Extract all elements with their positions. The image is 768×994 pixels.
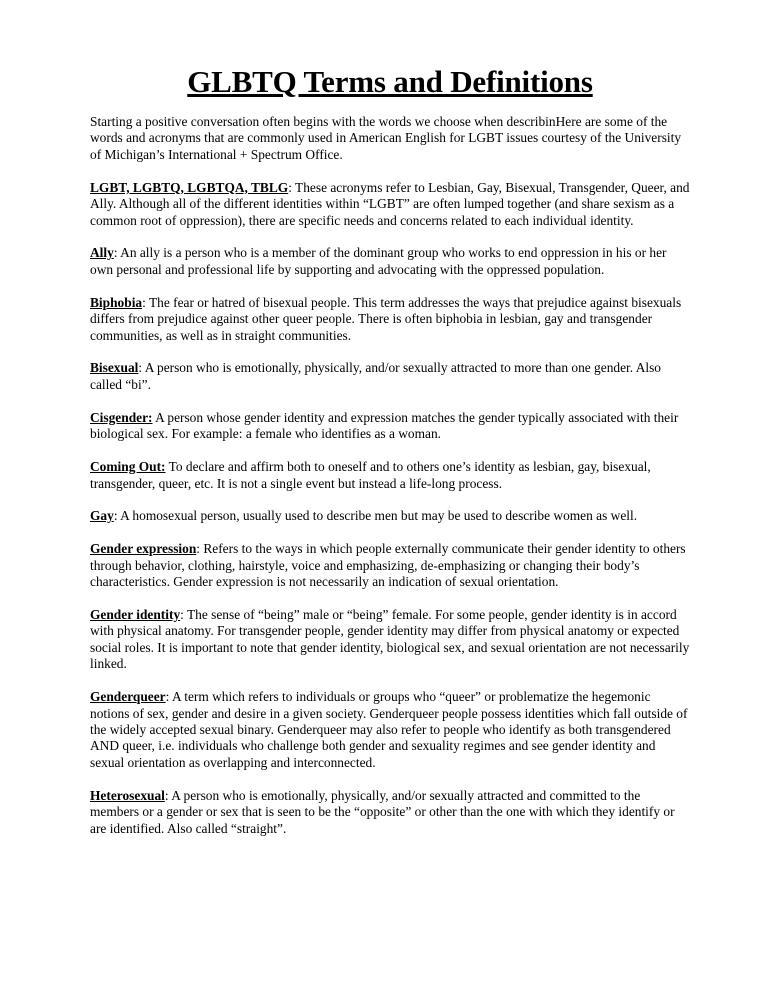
term-label: LGBT, LGBTQ, LGBTQA, TBLG	[90, 179, 289, 195]
term-label: Heterosexual	[90, 787, 165, 803]
definition-entry	[90, 541, 690, 590]
term-separator: :	[165, 689, 170, 705]
definition-entry	[90, 295, 690, 344]
definition-entry	[90, 180, 690, 229]
page-title: GLBTQ Terms and Definitions	[187, 64, 593, 99]
term-separator: :	[164, 787, 169, 803]
term-label: Genderqueer	[90, 689, 166, 705]
document-page	[90, 0, 690, 837]
term-separator: :	[142, 294, 146, 310]
term-label: Bisexual	[90, 360, 139, 376]
term-label: Gender expression	[90, 541, 197, 557]
term-definition: A person whose gender identity and expression matches the gender typically associated with their biological sex. For example: a female who identifies as a woman.	[90, 409, 679, 442]
term-definition: Refers to the ways in which people externally communicate their gender identity to others through behavior, clothing, hairstyle, voice and emphasizing, de-emphasizing or changing their body’s characteristics. Gender expression is not necessarily an indication of sexual orientation.	[90, 541, 686, 590]
term-label: Biphobia	[90, 294, 143, 310]
term-label: Coming Out:	[90, 459, 166, 475]
term-definition: The fear or hatred of bisexual people. This term addresses the ways that prejudice against bisexuals differs from prejudice against other queer people. There is often biphobia in lesbian, gay and transgender communities, as well as in straight communities.	[90, 294, 682, 343]
term-separator: :	[196, 541, 200, 557]
term-definition: A person who is emotionally, physically, and/or sexually attracted to more than one gender. Also called “bi”.	[90, 360, 662, 392]
term-label: Gender identity	[90, 607, 181, 623]
term-definition: These acronyms refer to Lesbian, Gay, Bisexual, Transgender, Queer, and Ally. Although all of the different identities within “LGBT” are often lumped together (and share sexism as a common root of oppression), there are specific needs and concerns related to each individual identity.	[90, 179, 690, 228]
term-separator: :	[288, 179, 292, 195]
definition-entry	[90, 788, 690, 837]
term-separator: :	[113, 245, 118, 261]
term-separator: :	[180, 607, 184, 623]
definition-entry	[90, 607, 690, 673]
intro-paragraph: Starting a positive conversation often begins with the words we choose when describinHere are some of the words and acronyms that are commonly used in American English for LGBT issues courtesy of the University of Michigan’s International + Spectrum Office.	[90, 114, 682, 162]
term-label: Cisgender:	[90, 409, 153, 425]
definition-entry	[90, 410, 690, 443]
definition-entry	[90, 245, 690, 278]
term-definition: A term which refers to individuals or groups who “queer” or problematize the hegemonic notions of sex, gender and desire in a given society. Genderqueer people possess identities which fall outside of the widely accepted sexual binary. Genderqueer may also refer to people who identify as both transgendered AND queer, i.e. individuals who challenge both gender and sexuality regimes and see gender identity and sexual orientation as overlapping and interconnected.	[90, 689, 688, 770]
definition-entry	[90, 459, 690, 492]
term-label: Gay	[90, 508, 114, 524]
term-definition: The sense of “being” male or “being” female. For some people, gender identity is in accord with physical anatomy. For transgender people, gender identity may differ from physical anatomy or expected social roles. It is important to note that gender identity, biological sex, and sexual orientation are not necessarily linked.	[90, 607, 690, 672]
definition-entry	[90, 508, 690, 524]
term-definition: To declare and affirm both to oneself and to others one’s identity as lesbian, gay, bisexual, transgender, queer, etc. It is not a single event but instead a life-long process.	[90, 459, 651, 491]
term-definition: An ally is a person who is a member of the dominant group who works to end oppression in his or her own personal and professional life by supporting and advocating with the oppressed population.	[90, 245, 667, 277]
term-definition: A person who is emotionally, physically, and/or sexually attracted and committed to the members or a gender or sex that is seen to be the “opposite” or other than the one with which they identify or are identified. Also called “straight”.	[90, 787, 675, 836]
definition-entry	[90, 360, 690, 393]
term-definition: A homosexual person, usually used to describe men but may be used to describe women as well.	[117, 508, 638, 524]
term-label: Ally	[90, 245, 114, 261]
term-separator: :	[113, 508, 118, 524]
term-separator: :	[138, 360, 143, 376]
definition-entry	[90, 689, 690, 771]
